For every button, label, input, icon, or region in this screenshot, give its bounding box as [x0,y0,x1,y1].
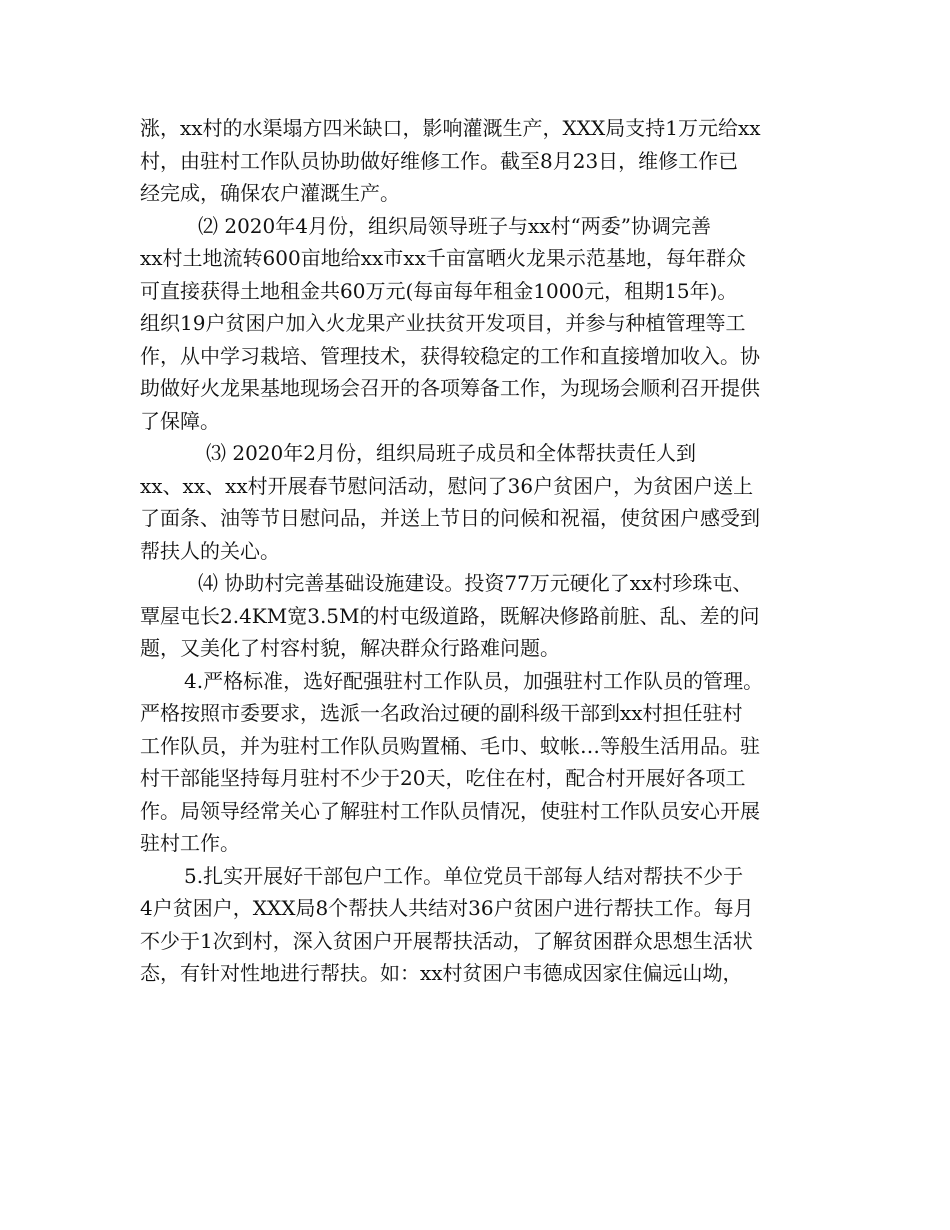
text-line: 了面条、油等节日慰问品，并送上节日的问候和祝福，使贫困户感受到 [140,506,760,530]
text-line: 了保障。 [140,408,220,433]
text-line: 5.扎实开展好干部包户工作。单位党员干部每人结对帮扶不少于 [184,863,744,888]
paragraph-5 [140,665,816,860]
text-line: 态，有针对性地进行帮扶。如：xx村贫困户韦德成因家住偏远山坳， [140,961,743,985]
paragraph-3 [140,437,816,567]
text-line: 驻村工作。 [140,831,240,855]
text-line: 作，从中学习栽培、管理技术，获得较稳定的工作和直接增加收入。协 [140,343,760,368]
text-line: xx、xx、xx村开展春节慰问活动，慰问了36户贫困户，为贫困户送上 [140,473,754,498]
text-line: 工作队员，并为驻村工作队员购置桶、毛巾、蚊帐…等般生活用品。驻 [140,733,760,758]
text-line: 4.严格标准，选好配强驻村工作队员，加强驻村工作队员的管理。 [184,668,764,693]
text-line: 村，由驻村工作队员协助做好维修工作。截至8月23日，维修工作已 [140,148,739,173]
text-line: 覃屋屯长2.4KM宽3.5M的村屯级道路，既解决修路前脏、乱、差的问 [140,603,760,628]
text-line: 村干部能坚持每月驻村不少于20天，吃住在村，配合村开展好各项工 [140,766,746,790]
text-line: 助做好火龙果基地现场会召开的各项筹备工作，为现场会顺利召开提供 [140,376,760,400]
paragraph-2 [140,210,816,438]
text-line: 涨，xx村的水渠塌方四米缺口，影响灌溉生产，XXX局支持1万元给xx [140,116,761,140]
text-line: 4户贫困户，XXX局8个帮扶人共结对36户贫困户进行帮扶工作。每月 [140,896,754,920]
text-line: ⑶ 2020年2月份，组织局班子成员和全体帮扶责任人到 [206,441,696,465]
paragraph-1 [140,112,816,210]
text-line: 严格按照市委要求，选派一名政治过硬的副科级干部到xx村担任驻村 [140,701,743,725]
text-line: 可直接获得土地租金共60万元(每亩每年租金1000元，租期15年)。 [140,278,738,303]
text-line: 作。局领导经常关心了解驻村工作队员情况，使驻村工作队员安心开展 [140,798,760,823]
document-body [140,112,816,990]
paragraph-6 [140,860,816,990]
paragraph-4 [140,567,816,665]
text-line: xx村土地流转600亩地给xx市xx千亩富晒火龙果示范基地，每年群众 [140,246,746,270]
text-line: 帮扶人的关心。 [140,538,280,563]
text-line: 经完成，确保农户灌溉生产。 [140,181,400,205]
text-line: ⑷ 协助村完善基础设施建设。投资77万元硬化了xx村珍珠屯、 [198,571,753,595]
text-line: 题，又美化了村容村貌，解决群众行路难问题。 [140,636,560,660]
text-line: 不少于1次到村，深入贫困户开展帮扶活动，了解贫困群众思想生活状 [140,928,753,953]
text-line: 组织19户贫困户加入火龙果产业扶贫开发项目，并参与种植管理等工 [140,311,746,335]
text-line: ⑵ 2020年4月份，组织局领导班子与xx村“两委”协调完善 [198,213,711,238]
